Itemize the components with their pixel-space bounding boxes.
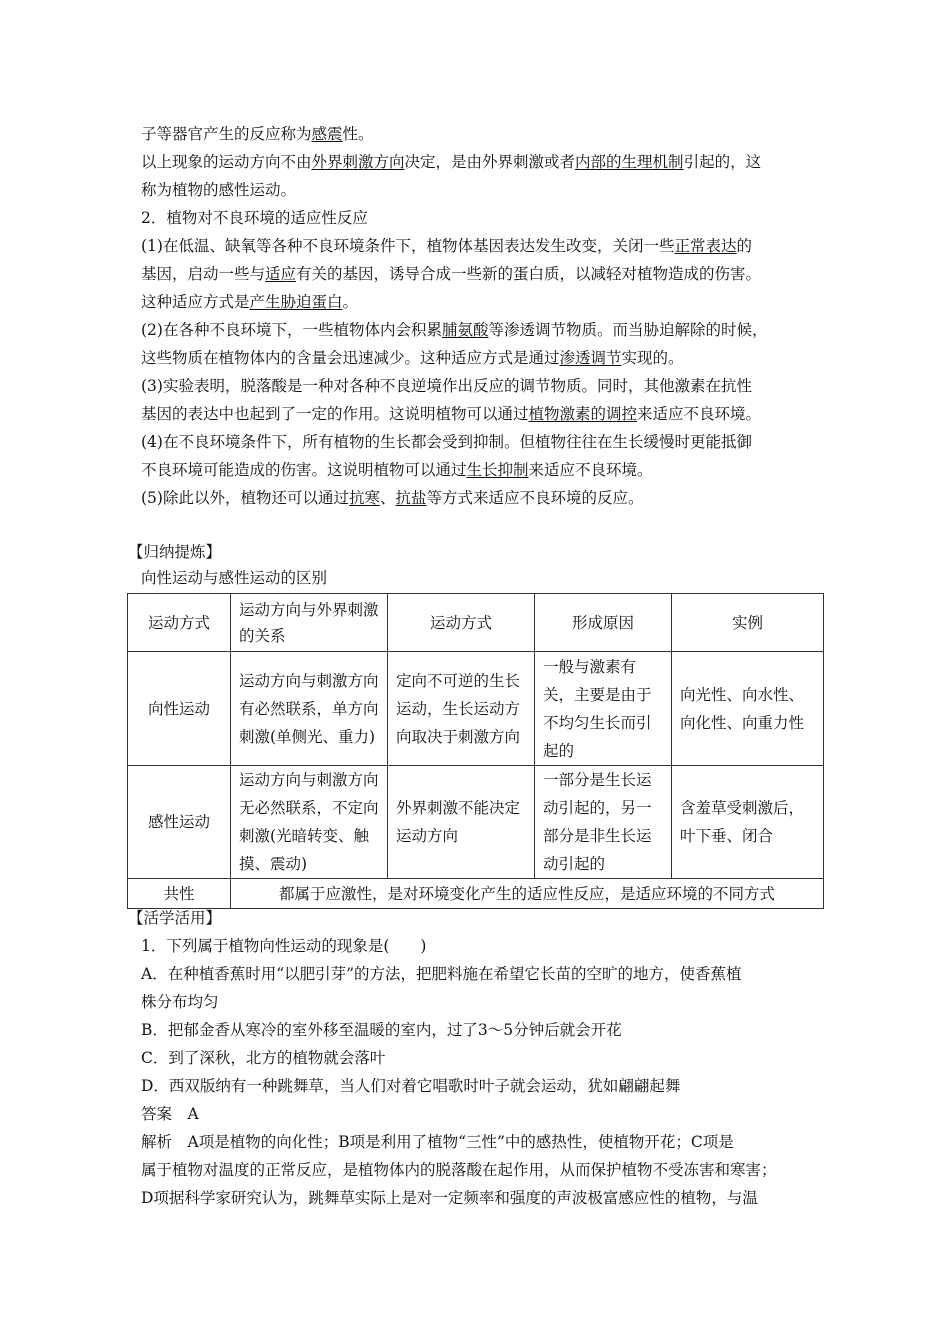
comparison-table bbox=[127, 593, 824, 909]
intro-line-2: 以上现象的运动方向不由外界刺激方向决定，是由外界刺激或者内部的生理机制引起的，这 bbox=[141, 153, 762, 171]
paragraph-3-line-2: 基因的表达中也起到了一定的作用。这说明植物可以通过植物激素的调控来适应不良环境。 bbox=[141, 405, 762, 423]
table-cell-type: 向性运动 bbox=[128, 652, 231, 766]
table-header-row bbox=[128, 594, 824, 652]
paragraph-5: (5)除此以外，植物还可以通过抗寒、抗盐等方式来适应不良环境的反应。 bbox=[141, 489, 644, 507]
blank-answer: 植物激素的调控 bbox=[528, 405, 638, 423]
paragraph-4-line-1: (4)在不良环境条件下，所有植物的生长都会受到抑制。但植物往往在生长缓慢时更能抵御 bbox=[141, 433, 752, 451]
blank-answer: 脯氨酸 bbox=[441, 321, 489, 339]
blank-answer: 抗盐 bbox=[395, 489, 427, 507]
table-cell-cause: 一般与激素有关，主要是由于不均匀生长而引起的 bbox=[535, 652, 672, 766]
table-row bbox=[128, 766, 824, 879]
paragraph-2-line-2: 这些物质在植物体内的含量会迅速减少。这种适应方式是通过渗透调节实现的。 bbox=[141, 349, 684, 367]
table-header-cell: 形成原因 bbox=[535, 594, 672, 652]
answer: 答案 A bbox=[141, 1105, 199, 1123]
practice-heading: 【活学活用】 bbox=[128, 909, 222, 927]
paragraph-1-line-1: (1)在低温、缺氧等各种不良环境条件下，植物体基因表达发生改变，关闭一些正常表达的 bbox=[141, 237, 752, 255]
option-a-line-1: A．在种植香蕉时用“以肥引芽”的方法，把肥料施在希望它长苗的空旷的地方，使香蕉植 bbox=[141, 965, 742, 983]
table-cell-example: 向光性、向水性、向化性、向重力性 bbox=[672, 652, 824, 766]
section-heading: 2．植物对不良环境的适应性反应 bbox=[141, 209, 368, 227]
summary-subtitle: 向性运动与感性运动的区别 bbox=[141, 569, 328, 587]
table-row bbox=[128, 652, 824, 766]
table-cell-common-label: 共性 bbox=[128, 879, 231, 909]
blank-answer: 外界刺激方向 bbox=[311, 153, 405, 171]
blank-answer: 正常表达 bbox=[674, 237, 737, 255]
option-c: C．到了深秋，北方的植物就会落叶 bbox=[141, 1049, 386, 1067]
question-1: 1．下列属于植物向性运动的现象是( ) bbox=[141, 937, 427, 955]
option-d: D．西双版纳有一种跳舞草，当人们对着它唱歌时叶子就会运动，犹如翩翩起舞 bbox=[141, 1077, 681, 1095]
analysis-line-1: 解析 A项是植物的向化性；B项是利用了植物“三性”中的感热性，使植物开花；C项是 bbox=[141, 1133, 734, 1151]
option-a-line-2: 株分布均匀 bbox=[141, 993, 219, 1011]
paragraph-1-line-3: 这种适应方式是产生胁迫蛋白。 bbox=[141, 293, 359, 311]
blank-answer: 适应 bbox=[265, 265, 297, 283]
intro-line-1: 子等器官产生的反应称为感震性。 bbox=[141, 125, 374, 143]
blank-answer: 感震 bbox=[311, 125, 343, 143]
table-header-cell: 运动方式 bbox=[388, 594, 535, 652]
blank-answer: 产生胁迫蛋白 bbox=[249, 293, 343, 311]
table-header-cell: 实例 bbox=[672, 594, 824, 652]
table-header-cell: 运动方向与外界刺激的关系 bbox=[231, 594, 388, 652]
table-common-row bbox=[128, 879, 824, 909]
table-cell-example: 含羞草受刺激后，叶下垂、闭合 bbox=[672, 766, 824, 879]
table-cell-relation: 运动方向与刺激方向无必然联系，不定向刺激(光暗转变、触摸、震动) bbox=[231, 766, 388, 879]
table-cell-relation: 运动方向与刺激方向有必然联系，单方向刺激(单侧光、重力) bbox=[231, 652, 388, 766]
paragraph-1-line-2: 基因，启动一些与适应有关的基因，诱导合成一些新的蛋白质，以减轻对植物造成的伤害。 bbox=[141, 265, 762, 283]
blank-answer: 渗透调节 bbox=[559, 349, 622, 367]
paragraph-3-line-1: (3)实验表明，脱落酸是一种对各种不良逆境作出反应的调节物质。同时，其他激素在抗性 bbox=[141, 377, 752, 395]
option-b: B．把郁金香从寒冷的室外移至温暖的室内，过了3～5分钟后就会开花 bbox=[141, 1021, 622, 1039]
blank-answer: 内部的生理机制 bbox=[575, 153, 684, 171]
table-cell-common-text: 都属于应激性，是对环境变化产生的适应性反应，是适应环境的不同方式 bbox=[231, 879, 824, 909]
blank-answer: 生长抑制 bbox=[466, 461, 529, 479]
paragraph-2-line-1: (2)在各种不良环境下，一些植物体内会积累脯氨酸等渗透调节物质。而当胁迫解除的时候， bbox=[141, 321, 768, 339]
summary-heading: 【归纳提炼】 bbox=[128, 543, 222, 561]
blank-answer: 抗寒 bbox=[348, 489, 380, 507]
table-cell-mode: 外界刺激不能决定运动方向 bbox=[388, 766, 535, 879]
table-cell-cause: 一部分是生长运动引起的，另一部分是非生长运动引起的 bbox=[535, 766, 672, 879]
table-cell-mode: 定向不可逆的生长运动，生长运动方向取决于刺激方向 bbox=[388, 652, 535, 766]
intro-line-3: 称为植物的感性运动。 bbox=[141, 181, 297, 199]
analysis-line-3: D项据科学家研究认为，跳舞草实际上是对一定频率和强度的声波极富感应性的植物，与温 bbox=[141, 1189, 758, 1207]
table-header-cell: 运动方式 bbox=[128, 594, 231, 652]
analysis-line-2: 属于植物对温度的正常反应，是植物体内的脱落酸在起作用，从而保护植物不受冻害和寒害； bbox=[141, 1161, 777, 1179]
paragraph-4-line-2: 不良环境可能造成的伤害。这说明植物可以通过生长抑制来适应不良环境。 bbox=[141, 461, 653, 479]
table-cell-type: 感性运动 bbox=[128, 766, 231, 879]
